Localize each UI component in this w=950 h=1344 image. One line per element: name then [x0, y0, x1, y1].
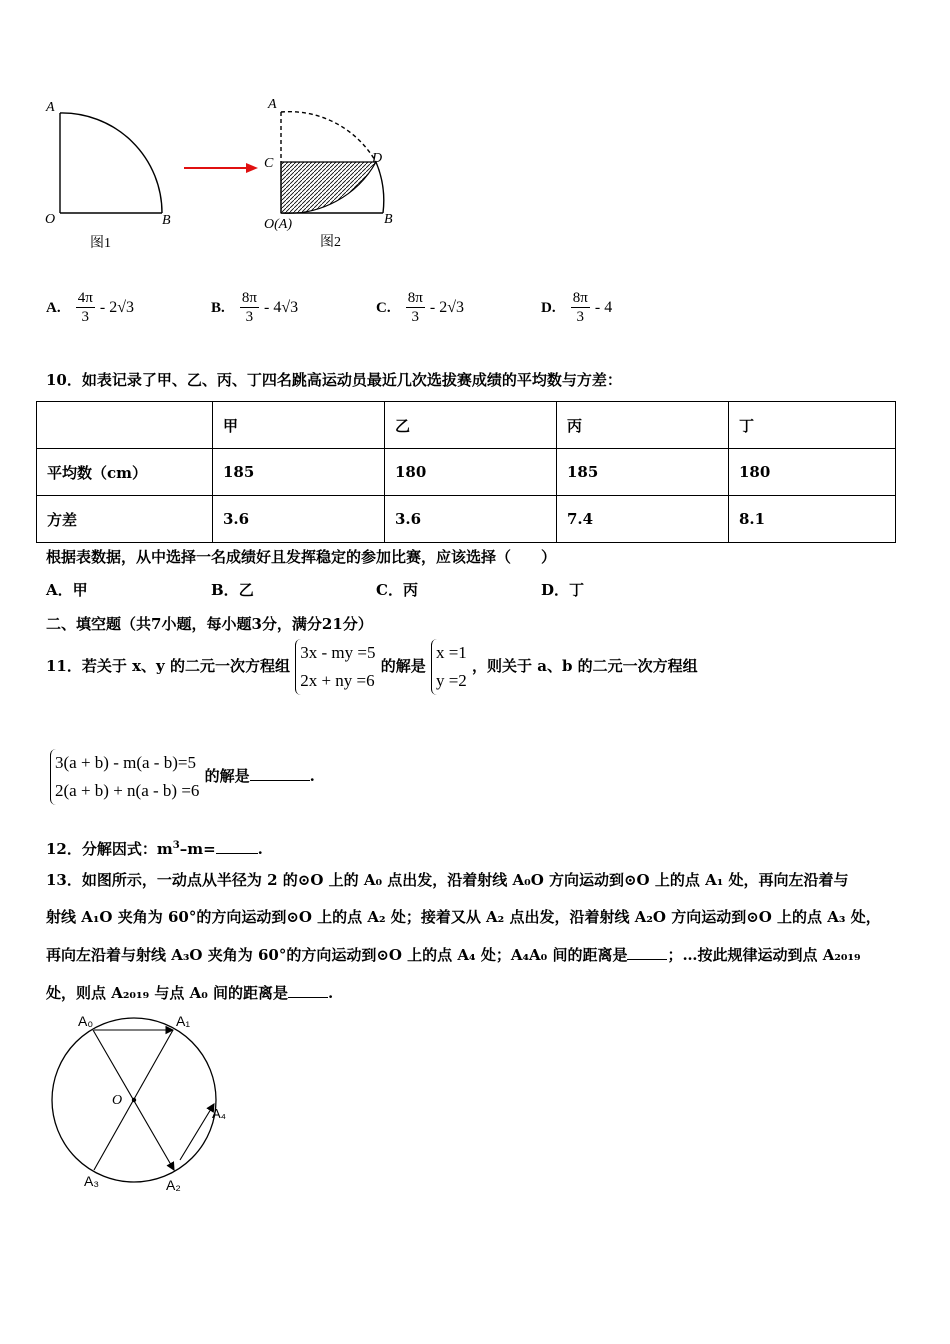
table-row — [37, 496, 896, 543]
answer-blank[interactable] — [288, 997, 328, 998]
q12 — [46, 836, 263, 859]
option-letter: D. — [541, 300, 556, 316]
fig2-label-a: A — [268, 97, 277, 112]
table-cell: 丁 — [729, 402, 896, 449]
table-cell: 平均数（cm） — [37, 449, 213, 496]
q9-option-d[interactable] — [541, 289, 612, 326]
red-arrow-icon — [182, 160, 262, 176]
q12-mid: –m= — [179, 840, 216, 858]
equation: 2x + ny =6 — [300, 671, 375, 690]
table-cell: 185 — [557, 449, 729, 496]
figure-2 — [258, 92, 408, 252]
q11-tail: 的解是 — [204, 767, 250, 785]
option-letter: A. — [46, 300, 61, 316]
table-cell: 180 — [729, 449, 896, 496]
option-letter: D． — [541, 581, 570, 599]
q10-table — [36, 401, 896, 543]
option-text: 丁 — [569, 581, 585, 599]
table-cell: 180 — [385, 449, 557, 496]
table-row — [37, 449, 896, 496]
q10-stem: 10．如表记录了甲、乙、丙、丁四名跳高运动员最近几次选拔赛成绩的平均数与方差： — [46, 371, 622, 389]
option-fraction: $\frac{8\pi}{3}$ — [407, 290, 423, 325]
q9-option-c[interactable] — [376, 289, 464, 326]
fig1-label-o: O — [45, 212, 56, 227]
q11-line1 — [46, 636, 698, 696]
equation: 3(a + b) - m(a - b)=5 — [55, 753, 196, 772]
q9-option-b[interactable] — [211, 289, 298, 326]
q13-line4-text: 处，则点 A₂₀₁₉ 与点 A₀ 间的距离是 — [46, 984, 289, 1002]
table-cell: 乙 — [385, 402, 557, 449]
q12-prefix: 12．分解因式：m — [46, 840, 173, 858]
q11-system-2 — [50, 749, 199, 805]
option-tail: - 4√3 — [264, 299, 299, 316]
q11-suffix: ，则关于 a、b 的二元一次方程组 — [472, 657, 698, 675]
option-letter: B. — [211, 300, 225, 316]
label-a1: A₁ — [176, 1013, 191, 1029]
option-text: 丙 — [402, 581, 418, 599]
section-heading: 二、填空题（共7小题，每小题3分，满分21分） — [46, 615, 373, 633]
q10-option-c[interactable] — [376, 580, 418, 600]
equation: 3x - my =5 — [300, 643, 376, 662]
q11-end: . — [309, 767, 315, 785]
q12-end: . — [257, 840, 263, 858]
q13-line3-tail: ；…按此规律运动到点 A₂₀₁₉ — [667, 946, 861, 964]
table-cell: 丙 — [557, 402, 729, 449]
option-letter: C． — [376, 581, 403, 599]
q10-question: 根据表数据，从中选择一名成绩好且发挥稳定的参加比赛，应该选择（ ） — [46, 548, 557, 566]
q11-prefix: 11．若关于 x、y 的二元一次方程组 — [46, 657, 290, 675]
fig1-arc — [60, 113, 162, 213]
table-cell: 3.6 — [213, 496, 385, 543]
label-a4: A₄ — [212, 1106, 226, 1121]
option-fraction: $\frac{4\pi}{3}$ — [77, 290, 93, 325]
table-cell: 3.6 — [385, 496, 557, 543]
q11-mid: 的解是 — [380, 657, 426, 675]
equation: y =2 — [435, 671, 467, 690]
fig1-label-a: A — [46, 100, 55, 115]
q10-option-b[interactable] — [211, 580, 254, 600]
fig2-label-b: B — [384, 212, 393, 227]
fig2-label-c: C — [264, 156, 274, 171]
table-cell: 7.4 — [557, 496, 729, 543]
equation: 2(a + b) + n(a - b) =6 — [55, 781, 200, 800]
q11-solution — [431, 639, 467, 695]
fig1-label-b: B — [162, 213, 171, 228]
q13-line3-text: 再向左沿着与射线 A₃O 夹角为 60°的方向运动到⊙O 上的点 A₄ 处；A₄A₀ 间的距离是 — [46, 946, 628, 964]
label-a2: A₂ — [166, 1177, 181, 1193]
option-tail: - 4 — [594, 299, 613, 316]
q10-option-a[interactable] — [46, 580, 88, 600]
fig1-caption: 图1 — [90, 236, 111, 251]
fig2-dashed-arc — [281, 112, 376, 162]
q13-line4-end: . — [328, 984, 334, 1002]
fig2-label-oa: O(A) — [264, 217, 292, 232]
answer-blank[interactable] — [627, 959, 667, 960]
option-fraction: $\frac{8\pi}{3}$ — [572, 290, 588, 325]
q13-line3 — [46, 945, 861, 965]
table-cell: 方差 — [37, 496, 213, 543]
option-fraction: $\frac{8\pi}{3}$ — [241, 290, 257, 325]
option-letter: A． — [46, 581, 73, 599]
option-text: 乙 — [238, 581, 254, 599]
table-cell: 8.1 — [729, 496, 896, 543]
q13-line4 — [46, 983, 333, 1003]
fig2-shaded-region — [281, 162, 376, 213]
label-a0: A₀ — [78, 1013, 94, 1029]
q13-line2: 射线 A₁O 夹角为 60°的方向运动到⊙O 上的点 A₂ 处；接着又从 A₂ 点出发，沿着射线 A₂O 方向运动到⊙O 上的点 A₃ 处， — [46, 908, 881, 926]
answer-blank[interactable] — [250, 780, 310, 781]
label-a3: A₃ — [84, 1173, 100, 1189]
equation: x =1 — [435, 643, 467, 662]
option-letter: B． — [211, 581, 239, 599]
fig2-label-d: D — [372, 151, 383, 166]
option-letter: C. — [376, 300, 391, 316]
answer-blank[interactable] — [216, 853, 258, 854]
q12-exponent: 3 — [172, 840, 180, 851]
q10-option-d[interactable] — [541, 580, 584, 600]
figure-1 — [40, 95, 190, 255]
table-cell: 甲 — [213, 402, 385, 449]
q9-option-a[interactable] — [46, 289, 134, 326]
q13-line1: 13．如图所示，一动点从半径为 2 的⊙O 上的 A₀ 点出发，沿着射线 A₀O 方向运动到⊙O 上的点 A₁ 处，再向左沿着与 — [46, 871, 849, 889]
q11-system-1 — [295, 639, 375, 695]
option-text: 甲 — [72, 581, 88, 599]
center-dot — [132, 1098, 136, 1102]
table-cell — [37, 402, 213, 449]
fig2-caption: 图2 — [320, 235, 341, 250]
table-cell: 185 — [213, 449, 385, 496]
table-header-row — [37, 402, 896, 449]
q11-line2 — [50, 746, 315, 806]
option-tail: - 2√3 — [99, 299, 134, 316]
option-tail: - 2√3 — [429, 299, 464, 316]
circle-figure — [40, 1008, 240, 1203]
label-o: O — [112, 1093, 123, 1108]
